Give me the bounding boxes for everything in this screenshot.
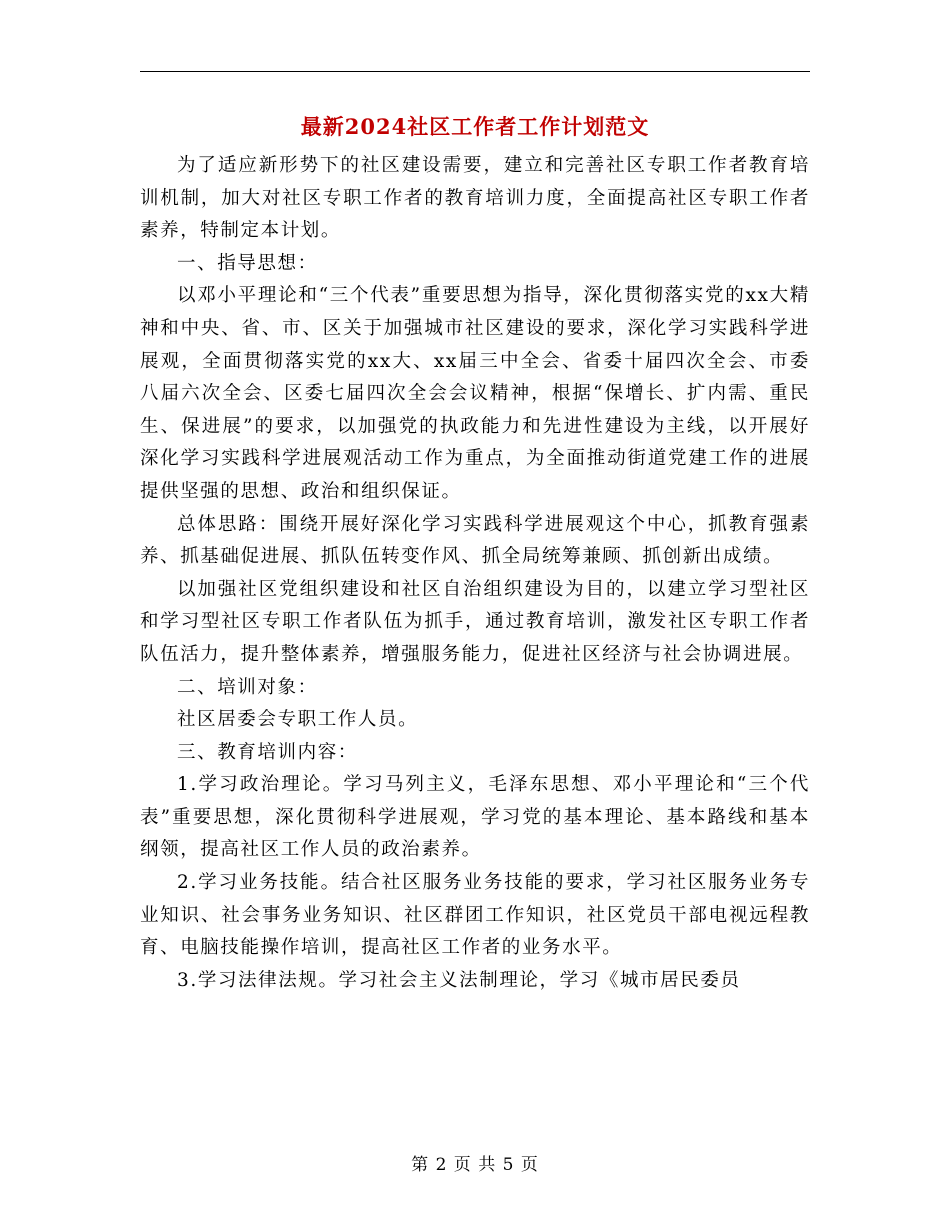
header-rule (140, 71, 810, 72)
page-number-footer: 第 2 页 共 5 页 (411, 1155, 539, 1175)
list-item-political-theory: 1.学习政治理论。学习马列主义，毛泽东思想、邓小平理论和“三个代表”重要思想，深化贯彻科学进展观，学习党的基本理论、基本路线和基本纲领，提高社区工作人员的政治素养。 (140, 774, 810, 861)
list-item-business-skills: 2.学习业务技能。结合社区服务业务技能的要求，学习社区服务业务专业知识、社会事务业务知识、社区群团工作知识，社区党员干部电视远程教育、电脑技能操作培训，提高社区工作者的业务水平。 (140, 872, 810, 959)
paragraph-objectives: 以加强社区党组织建设和社区自治组织建设为目的，以建立学习型社区和学习型社区专职工作者队伍为抓手，通过教育培训，激发社区专职工作者队伍活力，提升整体素养，增强服务能力，促进社区经济与社会协调进展。 (140, 578, 810, 665)
section-heading-training-targets: 二、培训对象： (177, 676, 318, 698)
paragraph-overall-approach: 总体思路：围绕开展好深化学习实践科学进展观这个中心，抓教育强素养、抓基础促进展、抓队伍转变作风、抓全局统筹兼顾、抓创新出成绩。 (140, 513, 810, 568)
document-body (140, 150, 810, 997)
document-title: 最新2024社区工作者工作计划范文 (300, 114, 650, 139)
list-item-laws-regulations: 3.学习法律法规。学习社会主义法制理论，学习《城市居民委员 (177, 969, 741, 991)
paragraph-intro: 为了适应新形势下的社区建设需要，建立和完善社区专职工作者教育培训机制，加大对社区专职工作者的教育培训力度，全面提高社区专职工作者素养，特制定本计划。 (140, 155, 810, 242)
section-heading-training-content: 三、教育培训内容： (177, 741, 358, 763)
paragraph-guiding-thought: 以邓小平理论和“三个代表”重要思想为指导，深化贯彻落实党的xx大精神和中央、省、市、区关于加强城市社区建设的要求，深化学习实践科学进展观，全面贯彻落实党的xx大、xx届三中全会、省委十届四次全会、市委八届六次全会、区委七届四次全会会议精神，根据“保增长、扩内需、重民生、保进展”的要求，以加强党的执政能力和先进性建设为主线，以开展好深化学习实践科学进展观活动工作为重点，为全面推动街道党建工作的进展提供坚强的思想、政治和组织保证。 (140, 285, 810, 502)
section-heading-guiding-thought: 一、指导思想： (177, 252, 318, 274)
paragraph-training-targets: 社区居委会专职工作人员。 (177, 709, 419, 731)
